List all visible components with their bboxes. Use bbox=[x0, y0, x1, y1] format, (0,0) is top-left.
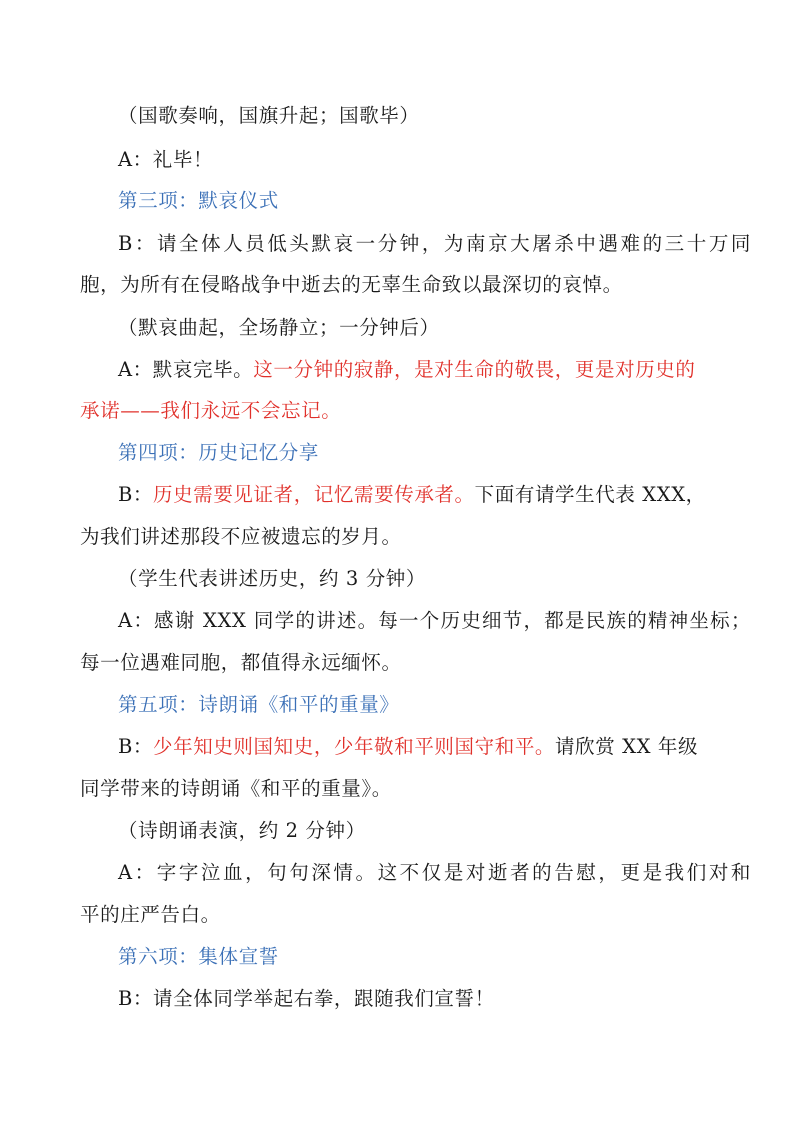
paragraph-continuation: 每一位遇难同胞，都值得永远缅怀。 bbox=[80, 651, 402, 674]
paragraph-text: A：字字泣血，句句深情。这不仅是对逝者的告慰，更是我们对和 bbox=[118, 861, 751, 884]
highlighted-text: 历史需要见证者，记忆需要传承者。 bbox=[153, 483, 475, 506]
paragraph-text: A：感谢 XXX 同学的讲述。每一个历史细节，都是民族的精神坐标； bbox=[118, 609, 751, 632]
host-b-line bbox=[0, 482, 793, 508]
highlighted-text: 这一分钟的寂静，是对生命的敬畏，更是对历史的 bbox=[253, 358, 696, 381]
host-a-line bbox=[0, 357, 793, 383]
host-b-line bbox=[0, 231, 793, 257]
host-a-line bbox=[0, 608, 793, 634]
speaker-label: B： bbox=[118, 483, 154, 506]
section-heading-4: 第四项：历史记忆分享 bbox=[118, 441, 320, 464]
paragraph-text: B：请全体人员低头默哀一分钟，为南京大屠杀中遇难的三十万同 bbox=[118, 232, 751, 255]
stage-direction-poem: （诗朗诵表演，约 2 分钟） bbox=[118, 819, 366, 842]
stage-direction-anthem: （国歌奏响，国旗升起；国歌毕） bbox=[118, 104, 420, 127]
host-b-line: B：请全体同学举起右拳，跟随我们宣誓！ bbox=[118, 987, 495, 1010]
host-a-line: A：礼毕！ bbox=[118, 148, 214, 171]
highlighted-text: 少年知史则国知史，少年敬和平则国守和平。 bbox=[153, 735, 556, 758]
paragraph-continuation: 同学带来的诗朗诵《和平的重量》。 bbox=[80, 777, 392, 800]
speaker-label: B： bbox=[118, 735, 154, 758]
highlighted-text-continuation: 承诺——我们永远不会忘记。 bbox=[80, 399, 342, 422]
stage-direction-silence: （默哀曲起，全场静立；一分钟后） bbox=[118, 316, 440, 339]
host-b-line bbox=[0, 734, 793, 760]
paragraph-continuation: 为我们讲述那段不应被遗忘的岁月。 bbox=[80, 525, 402, 548]
paragraph-text: A：默哀完毕。 bbox=[118, 358, 254, 381]
paragraph-text: 请欣赏 XX 年级 bbox=[555, 735, 699, 758]
paragraph-continuation: 平的庄严告白。 bbox=[80, 903, 221, 926]
paragraph-continuation: 胞，为所有在侵略战争中逝去的无辜生命致以最深切的哀悼。 bbox=[80, 273, 623, 296]
stage-direction-student: （学生代表讲述历史，约 3 分钟） bbox=[118, 567, 427, 590]
section-heading-6: 第六项：集体宣誓 bbox=[118, 945, 279, 968]
paragraph-text: 下面有请学生代表 XXX， bbox=[474, 483, 706, 506]
section-heading-5: 第五项：诗朗诵《和平的重量》 bbox=[118, 693, 400, 716]
section-heading-3: 第三项：默哀仪式 bbox=[118, 189, 279, 212]
host-a-line bbox=[0, 860, 793, 886]
